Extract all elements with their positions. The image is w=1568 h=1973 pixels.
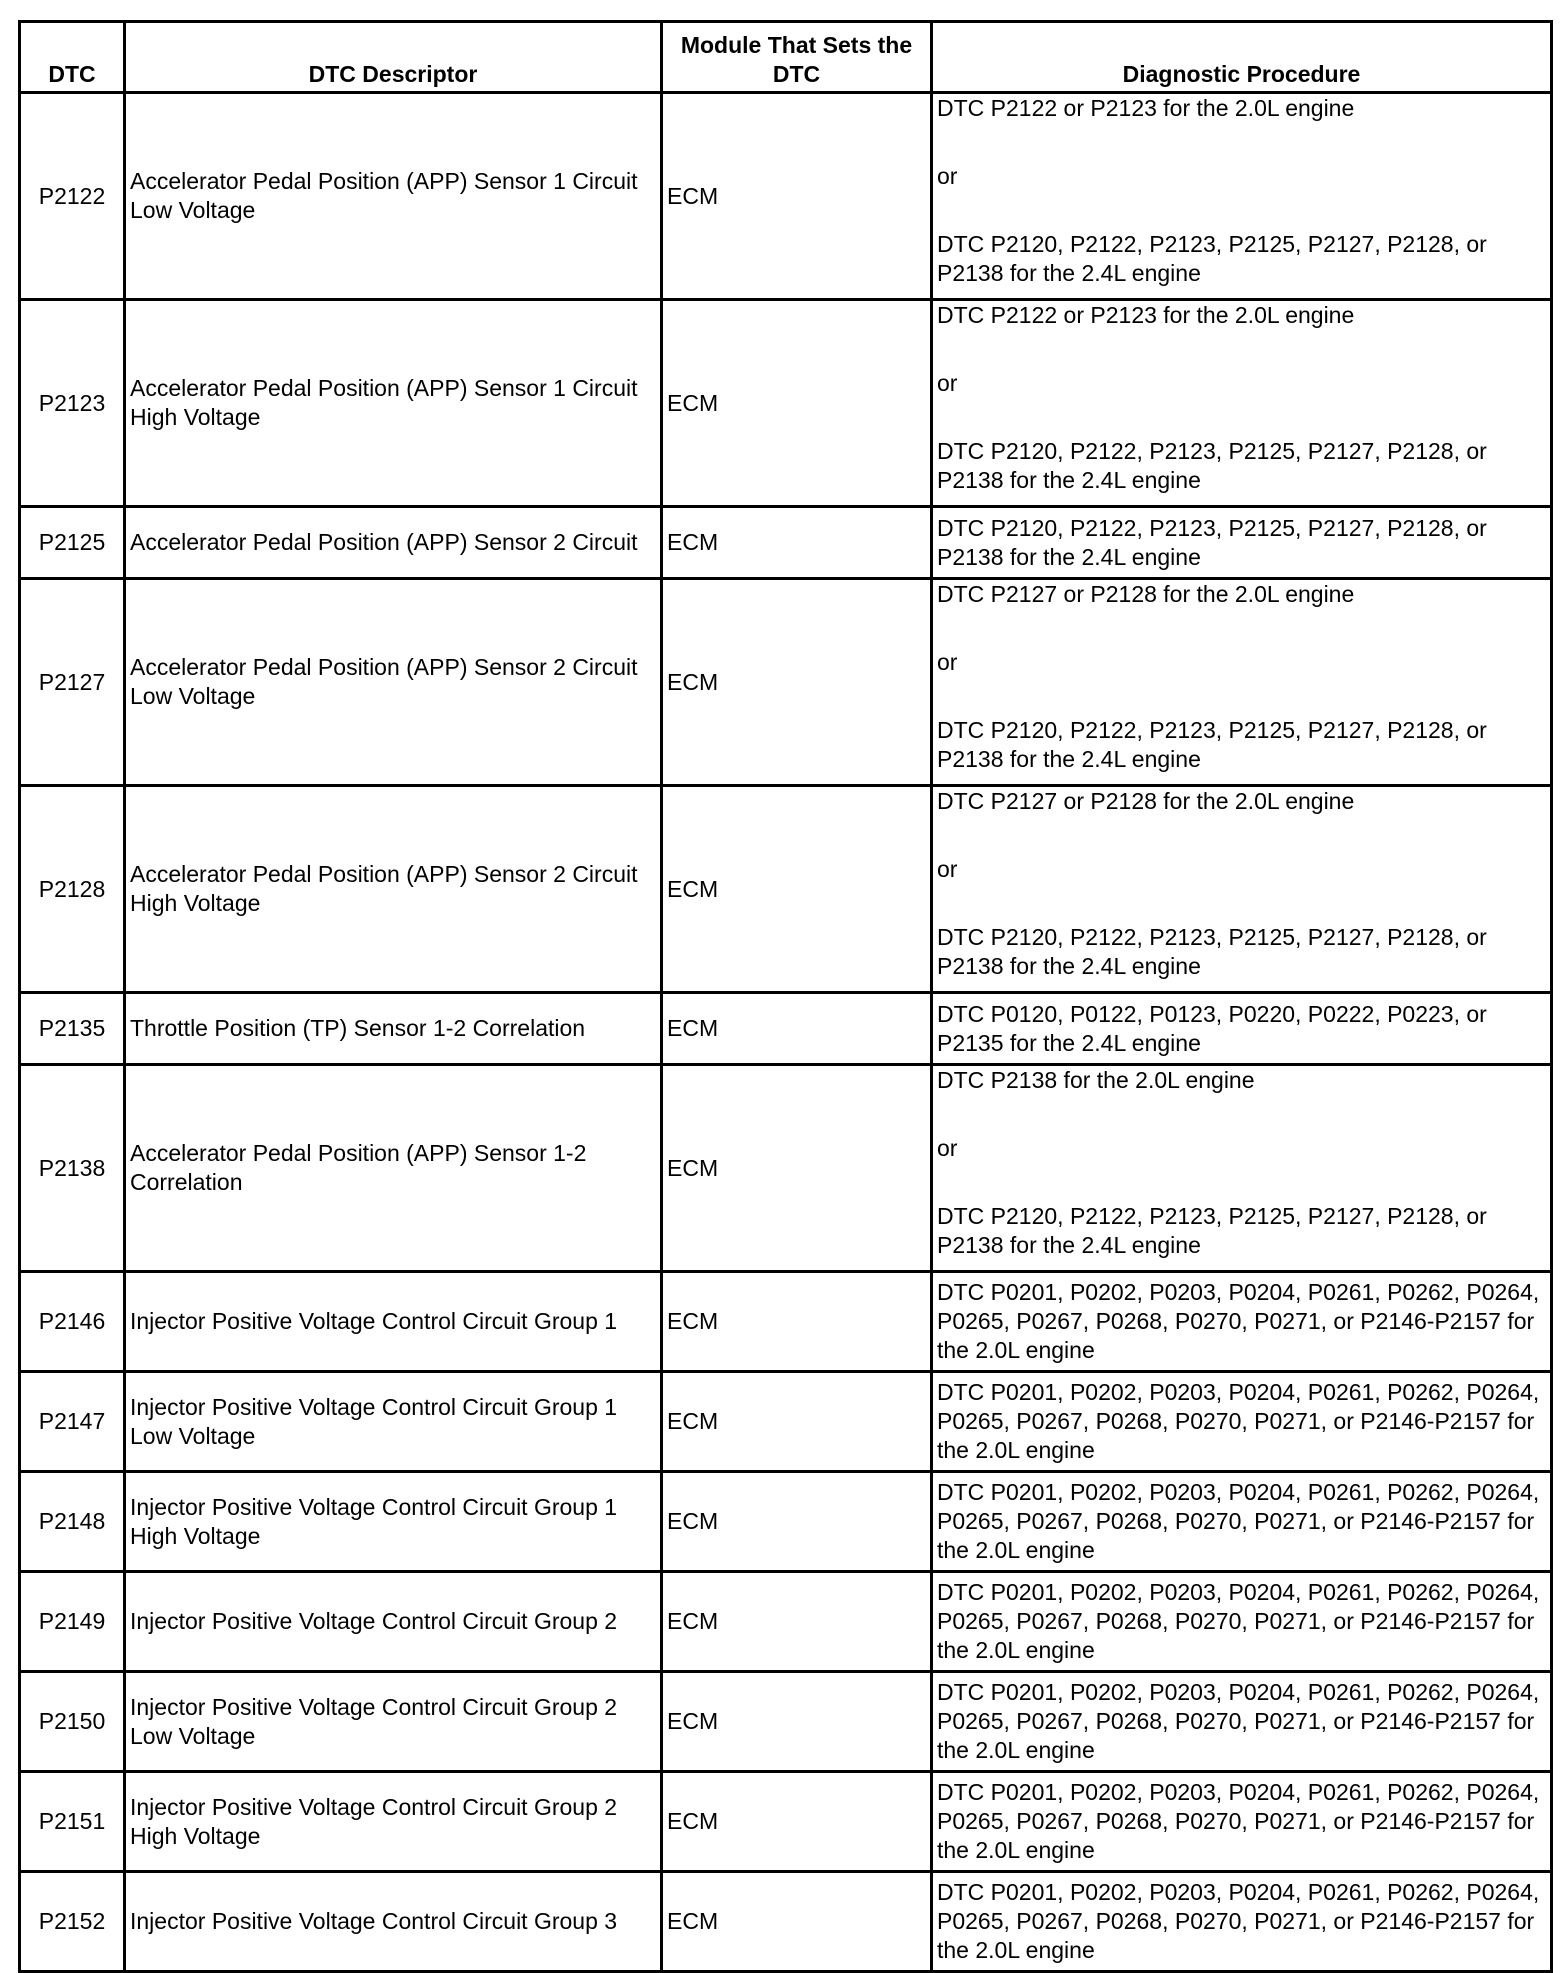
table-row: [20, 1272, 1552, 1372]
module-cell: ECM: [662, 1672, 932, 1772]
table-row: [20, 1672, 1552, 1772]
procedure-line: DTC P2127 or P2128 for the 2.0L engine: [937, 788, 1355, 814]
dtc-code-cell: P2125: [20, 507, 125, 579]
table-row: [20, 993, 1552, 1065]
table-row: [20, 1372, 1552, 1472]
module-cell: ECM: [662, 1772, 932, 1872]
dtc-code-cell: P2152: [20, 1872, 125, 1972]
dtc-code-cell: P2150: [20, 1672, 125, 1772]
procedure-line: DTC P0201, P0202, P0203, P0204, P0261, P0262, P0264, P0265, P0267, P0268, P0270, P0271, or P2146-P2157 for the 2.0L engine: [937, 1579, 1540, 1663]
header-descriptor: DTC Descriptor: [125, 22, 662, 93]
procedure-line: DTC P2120, P2122, P2123, P2125, P2127, P2128, or P2138 for the 2.4L engine: [937, 438, 1487, 493]
procedure-line: or: [937, 649, 958, 675]
module-cell: ECM: [662, 1872, 932, 1972]
module-cell: ECM: [662, 579, 932, 786]
module-cell: ECM: [662, 300, 932, 507]
dtc-code-cell: P2122: [20, 93, 125, 300]
dtc-descriptor-cell: Accelerator Pedal Position (APP) Sensor 2 Circuit High Voltage: [125, 786, 662, 993]
diagnostic-procedure-cell: [932, 1672, 1552, 1772]
header-dtc: DTC: [20, 22, 125, 93]
diagnostic-procedure-cell: [932, 1065, 1552, 1272]
header-procedure: Diagnostic Procedure: [932, 22, 1552, 93]
diagnostic-procedure-cell: [932, 93, 1552, 300]
procedure-line: DTC P2120, P2122, P2123, P2125, P2127, P2128, or P2138 for the 2.4L engine: [937, 717, 1487, 772]
procedure-line: or: [937, 163, 958, 189]
procedure-line: DTC P2120, P2122, P2123, P2125, P2127, P2128, or P2138 for the 2.4L engine: [937, 924, 1487, 979]
table-body: [20, 93, 1552, 1972]
procedure-line: DTC P2122 or P2123 for the 2.0L engine: [937, 95, 1355, 121]
procedure-line: DTC P0201, P0202, P0203, P0204, P0261, P0262, P0264, P0265, P0267, P0268, P0270, P0271, or P2146-P2157 for the 2.0L engine: [937, 1679, 1540, 1763]
diagnostic-procedure-cell: [932, 1872, 1552, 1972]
dtc-code-cell: P2123: [20, 300, 125, 507]
procedure-line: DTC P2120, P2122, P2123, P2125, P2127, P2128, or P2138 for the 2.4L engine: [937, 1203, 1487, 1258]
dtc-descriptor-cell: Accelerator Pedal Position (APP) Sensor 1 Circuit High Voltage: [125, 300, 662, 507]
table-row: [20, 579, 1552, 786]
procedure-line: DTC P2127 or P2128 for the 2.0L engine: [937, 581, 1355, 607]
table-row: [20, 1872, 1552, 1972]
dtc-descriptor-cell: Injector Positive Voltage Control Circuit Group 2: [125, 1572, 662, 1672]
dtc-descriptor-cell: Accelerator Pedal Position (APP) Sensor 2 Circuit Low Voltage: [125, 579, 662, 786]
procedure-line: DTC P0201, P0202, P0203, P0204, P0261, P0262, P0264, P0265, P0267, P0268, P0270, P0271, or P2146-P2157 for the 2.0L engine: [937, 1879, 1540, 1963]
dtc-code-cell: P2138: [20, 1065, 125, 1272]
header-module: Module That Sets the DTC: [662, 22, 932, 93]
table-row: [20, 93, 1552, 300]
diagnostic-procedure-cell: [932, 786, 1552, 993]
diagnostic-procedure-cell: [932, 1272, 1552, 1372]
procedure-line: DTC P0201, P0202, P0203, P0204, P0261, P0262, P0264, P0265, P0267, P0268, P0270, P0271, or P2146-P2157 for the 2.0L engine: [937, 1279, 1540, 1363]
header-row: [20, 22, 1552, 93]
diagnostic-procedure-cell: [932, 1572, 1552, 1672]
dtc-descriptor-cell: Injector Positive Voltage Control Circuit Group 3: [125, 1872, 662, 1972]
table-row: [20, 1772, 1552, 1872]
table-row: [20, 1472, 1552, 1572]
diagnostic-procedure-cell: [932, 1372, 1552, 1472]
module-cell: ECM: [662, 993, 932, 1065]
diagnostic-procedure-cell: [932, 300, 1552, 507]
module-cell: ECM: [662, 1572, 932, 1672]
table-row: [20, 1572, 1552, 1672]
dtc-descriptor-cell: Accelerator Pedal Position (APP) Sensor 1-2 Correlation: [125, 1065, 662, 1272]
diagnostic-procedure-cell: [932, 993, 1552, 1065]
module-cell: ECM: [662, 1472, 932, 1572]
module-cell: ECM: [662, 1372, 932, 1472]
table-row: [20, 507, 1552, 579]
procedure-line: or: [937, 370, 958, 396]
table-row: [20, 300, 1552, 507]
dtc-descriptor-cell: Injector Positive Voltage Control Circuit Group 1 Low Voltage: [125, 1372, 662, 1472]
procedure-line: DTC P2120, P2122, P2123, P2125, P2127, P2128, or P2138 for the 2.4L engine: [937, 514, 1487, 570]
dtc-descriptor-cell: Injector Positive Voltage Control Circuit Group 2 High Voltage: [125, 1772, 662, 1872]
procedure-line: DTC P2138 for the 2.0L engine: [937, 1067, 1255, 1093]
dtc-code-cell: P2151: [20, 1772, 125, 1872]
module-cell: ECM: [662, 1272, 932, 1372]
module-cell: ECM: [662, 507, 932, 579]
procedure-line: DTC P2120, P2122, P2123, P2125, P2127, P2128, or P2138 for the 2.4L engine: [937, 231, 1487, 286]
module-cell: ECM: [662, 1065, 932, 1272]
dtc-descriptor-cell: Injector Positive Voltage Control Circuit Group 1 High Voltage: [125, 1472, 662, 1572]
procedure-line: or: [937, 1135, 958, 1161]
dtc-code-cell: P2128: [20, 786, 125, 993]
procedure-line: or: [937, 856, 958, 882]
dtc-code-cell: P2127: [20, 579, 125, 786]
dtc-code-cell: P2147: [20, 1372, 125, 1472]
dtc-descriptor-cell: Accelerator Pedal Position (APP) Sensor 1 Circuit Low Voltage: [125, 93, 662, 300]
dtc-descriptor-cell: Injector Positive Voltage Control Circuit Group 2 Low Voltage: [125, 1672, 662, 1772]
diagnostic-procedure-cell: [932, 579, 1552, 786]
dtc-descriptor-cell: Throttle Position (TP) Sensor 1-2 Correlation: [125, 993, 662, 1065]
dtc-code-cell: P2146: [20, 1272, 125, 1372]
dtc-table: [18, 20, 1553, 1973]
table-row: [20, 786, 1552, 993]
procedure-line: DTC P0201, P0202, P0203, P0204, P0261, P0262, P0264, P0265, P0267, P0268, P0270, P0271, or P2146-P2157 for the 2.0L engine: [937, 1779, 1540, 1863]
procedure-line: DTC P0201, P0202, P0203, P0204, P0261, P0262, P0264, P0265, P0267, P0268, P0270, P0271, or P2146-P2157 for the 2.0L engine: [937, 1379, 1540, 1463]
procedure-line: DTC P2122 or P2123 for the 2.0L engine: [937, 302, 1355, 328]
dtc-code-cell: P2148: [20, 1472, 125, 1572]
diagnostic-procedure-cell: [932, 507, 1552, 579]
dtc-code-cell: P2135: [20, 993, 125, 1065]
module-cell: ECM: [662, 786, 932, 993]
dtc-descriptor-cell: Accelerator Pedal Position (APP) Sensor 2 Circuit: [125, 507, 662, 579]
procedure-line: DTC P0201, P0202, P0203, P0204, P0261, P0262, P0264, P0265, P0267, P0268, P0270, P0271, or P2146-P2157 for the 2.0L engine: [937, 1479, 1540, 1563]
table-row: [20, 1065, 1552, 1272]
diagnostic-procedure-cell: [932, 1772, 1552, 1872]
module-cell: ECM: [662, 93, 932, 300]
dtc-code-cell: P2149: [20, 1572, 125, 1672]
diagnostic-procedure-cell: [932, 1472, 1552, 1572]
dtc-descriptor-cell: Injector Positive Voltage Control Circuit Group 1: [125, 1272, 662, 1372]
procedure-line: DTC P0120, P0122, P0123, P0220, P0222, P0223, or P2135 for the 2.4L engine: [937, 1000, 1487, 1056]
